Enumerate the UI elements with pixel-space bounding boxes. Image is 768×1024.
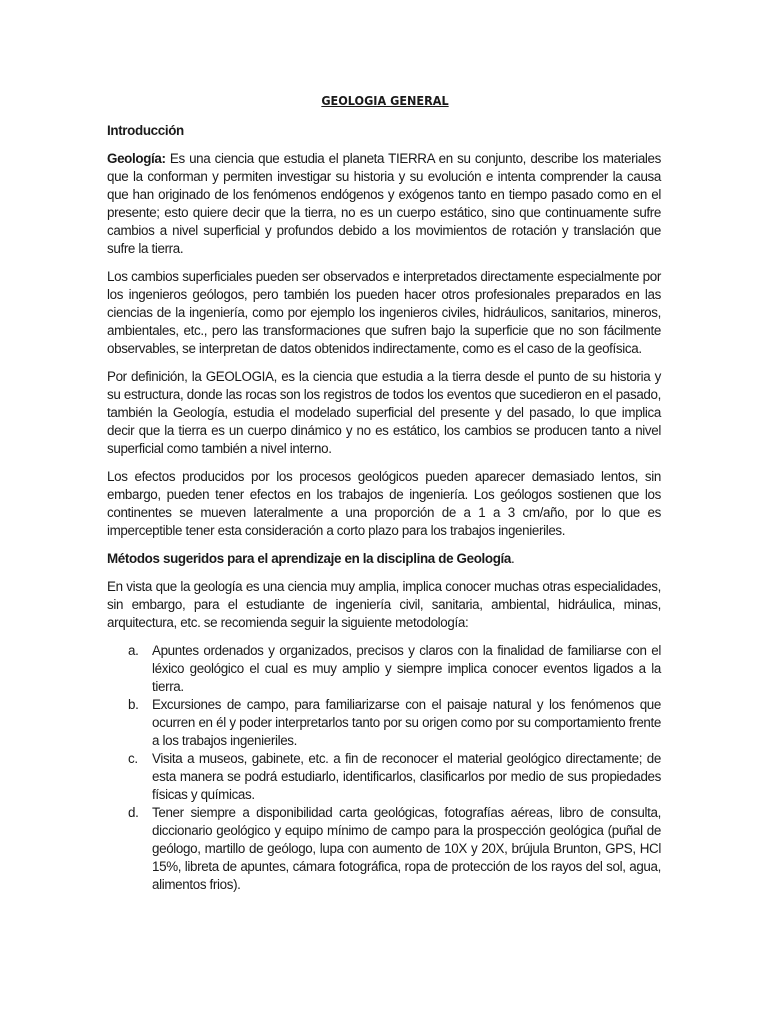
list-item-text: Tener siempre a disponibilidad carta geológicas, fotografías aéreas, libro de consulta, diccionario geológico y equipo mínimo de campo para la prospección geológica (puñal de geólogo, martillo de geólogo, lupa con aumento de 10X y 20X, brújula Brunton, GPS, HCl 15%, libreta de apuntes, cámara fotográfica, ropa de protección de los rayos del sol, agua, alimentos frios). [152,805,661,892]
methods-heading-tail: . [511,551,515,566]
list-letter: b. [128,697,139,712]
intro-heading: Introducción [107,123,184,138]
list-letter: a. [128,643,139,658]
list-item [107,750,661,804]
list-letter: c. [128,751,138,766]
list-item [107,642,661,696]
list-item [107,804,661,894]
methods-intro: En vista que la geología es una ciencia muy amplia, implica conocer muchas otras especialidades, sin embargo, para el estudiante de ingeniería civil, sanitaria, ambiental, hidráulica, minas, arquitectura, etc. se recomienda seguir la siguiente metodología: [107,579,661,630]
document-title: GEOLOGIA GENERAL [321,93,449,108]
geologia-term: Geología: [107,151,166,166]
paragraph-cambios-superficiales: Los cambios superficiales pueden ser observados e interpretados directamente especialmente por los ingenieros geólogos, pero también los pueden hacer otros profesionales preparados en las ciencias de la ingeniería, como por ejemplo los ingenieros civiles, hidráulicos, sanitarios, mineros, ambientales, etc., pero las transformaciones que sufren bajo la superficie que no son fácilmente observables, se interpretan de datos obtenidos indirectamente, como es el caso de la geofísica. [107,269,661,356]
list-item-text: Apuntes ordenados y organizados, precisos y claros con la finalidad de familiarse con el léxico geológico el cual es muy amplio y siempre implica conocer eventos ligados a la tierra. [152,643,661,694]
list-item-text: Visita a museos, gabinete, etc. a fin de reconocer el material geológico directamente; de esta manera se podrá estudiarlo, identificarlos, clasificarlos por medio de sus propiedades físicas y químicas. [152,751,661,802]
methods-heading-text: Métodos sugeridos para el aprendizaje en la disciplina de Geología [107,551,512,566]
list-item [107,696,661,750]
methods-heading [107,550,661,568]
document-page [107,92,661,894]
paragraph-text: Es una ciencia que estudia el planeta TIERRA en su conjunto, describe los materiales que la conforman y permiten investigar su historia y su evolución e intenta comprender la causa que han originado de los fenómenos endógenos y exógenos tanto en tiempo pasado como en el presente; esto quiere decir que la tierra, no es un cuerpo estático, sino que continuamente sufre cambios a nivel superficial y profundos debido a los movimientos de rotación y translación que sufre la tierra. [107,151,661,256]
list-letter: d. [128,805,139,820]
paragraph-definicion: Por definición, la GEOLOGIA, es la ciencia que estudia a la tierra desde el punto de su historia y su estructura, donde las rocas son los registros de todos los eventos que sucedieron en el pasado, también la Geología, estudia el modelado superficial del presente y del pasado, lo que implica decir que la tierra es un cuerpo dinámico y no es estático, los cambios se producen tanto a nivel superficial como también a nivel interno. [107,369,661,456]
paragraph-efectos: Los efectos producidos por los procesos geológicos pueden aparecer demasiado lentos, sin embargo, pueden tener efectos en los trabajos de ingeniería. Los geólogos sostienen que los continentes se mueven lateralmente a una proporción de a 1 a 3 cm/año, por lo que es imperceptible tener esta consideración a corto plazo para los trabajos ingenieriles. [107,469,661,538]
paragraph-geologia [107,150,661,258]
methods-list [107,642,661,894]
list-item-text: Excursiones de campo, para familiarizarse con el paisaje natural y los fenómenos que ocurren en él y poder interpretarlos tanto por su origen como por su comportamiento frente a los trabajos ingenieriles. [152,697,661,748]
